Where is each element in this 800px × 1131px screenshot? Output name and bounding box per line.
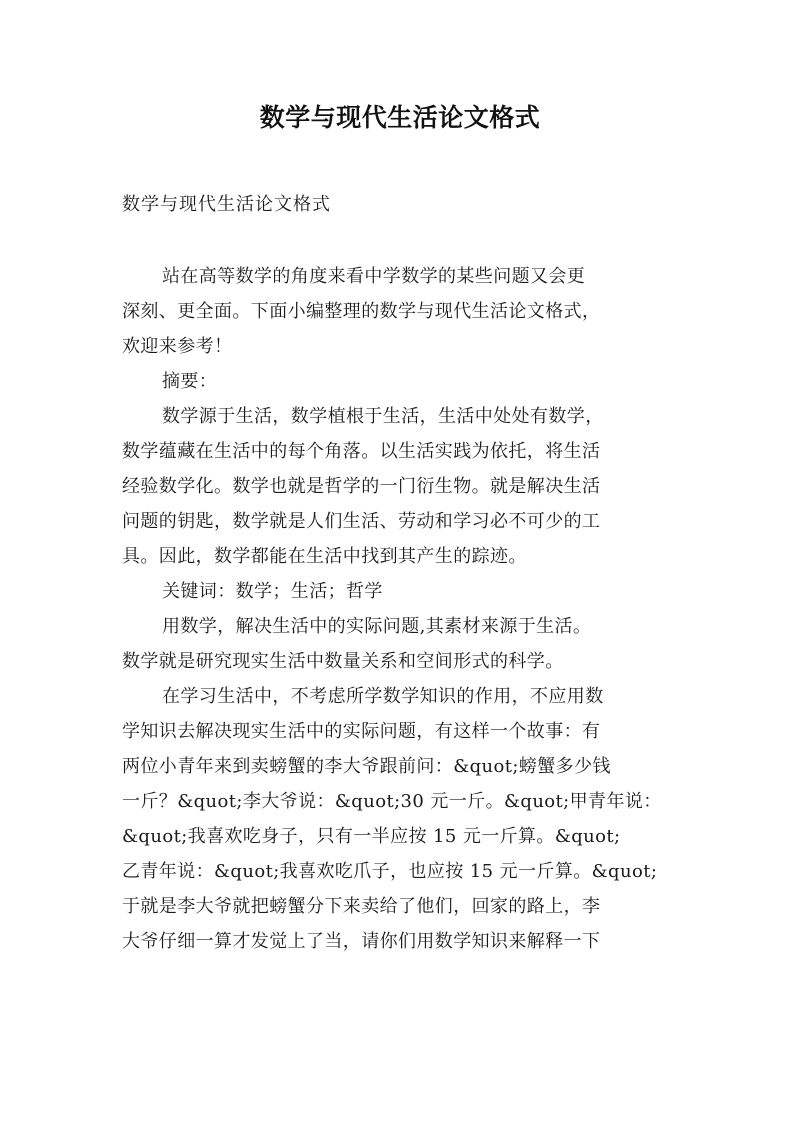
paragraph-abstract <box>122 399 678 574</box>
document-subtitle: 数学与现代生活论文格式 <box>122 194 331 215</box>
text-line: 数学蕴藏在生活中的每个角落。以生活实践为依托，将生活 <box>122 441 601 462</box>
text-line: 问题的钥匙，数学就是人们生活、劳动和学习必不可少的工 <box>122 511 601 532</box>
text-line: 深刻、更全面。下面小编整理的数学与现代生活论文格式， <box>122 301 601 322</box>
text-line: 具。因此，数学都能在生活中找到其产生的踪迹。 <box>122 546 527 567</box>
text-line: 在学习生活中，不考虑所学数学知识的作用，不应用数 <box>162 686 604 707</box>
text-line: 于就是李大爷就把螃蟹分下来卖给了他们，回家的路上，李 <box>122 896 601 917</box>
paragraph-intro <box>122 259 678 364</box>
document-body <box>122 259 678 959</box>
paragraph-abstract-heading <box>122 364 678 399</box>
text-line: 数学就是研究现实生活中数量关系和空间形式的科学。 <box>122 651 564 672</box>
text-line: 两位小青年来到卖螃蟹的李大爷跟前问：&quot;螃蟹多少钱 <box>122 756 611 777</box>
text-line: 站在高等数学的角度来看中学数学的某些问题又会更 <box>162 266 586 287</box>
text-line: 乙青年说：&quot;我喜欢吃爪子，也应按 15 元一斤算。&quot; <box>122 861 658 882</box>
text-line: 数学源于生活，数学植根于生活，生活中处处有数学， <box>162 406 604 427</box>
text-line: 关键词：数学；生活；哲学 <box>162 581 383 602</box>
text-line: &quot;我喜欢吃身子，只有一半应按 15 元一斤算。&quot; <box>122 826 621 847</box>
text-line: 一斤？&quot;李大爷说：&quot;30 元一斤。&quot;甲青年说： <box>122 791 662 812</box>
text-line: 经验数学化。数学也就是哲学的一门衍生物。就是解决生活 <box>122 476 601 497</box>
text-line: 大爷仔细一算才发觉上了当，请你们用数学知识来解释一下 <box>122 931 601 952</box>
paragraph-body-1 <box>122 609 678 679</box>
document-title: 数学与现代生活论文格式 <box>259 103 541 132</box>
text-line: 用数学，解决生活中的实际问题,其素材来源于生活。 <box>162 616 592 637</box>
text-line: 欢迎来参考！ <box>122 336 233 357</box>
paragraph-keywords <box>122 574 678 609</box>
text-line: 学知识去解决现实生活中的实际问题，有这样一个故事：有 <box>122 721 601 742</box>
paragraph-body-2 <box>122 679 678 959</box>
text-line: 摘要： <box>162 371 218 392</box>
